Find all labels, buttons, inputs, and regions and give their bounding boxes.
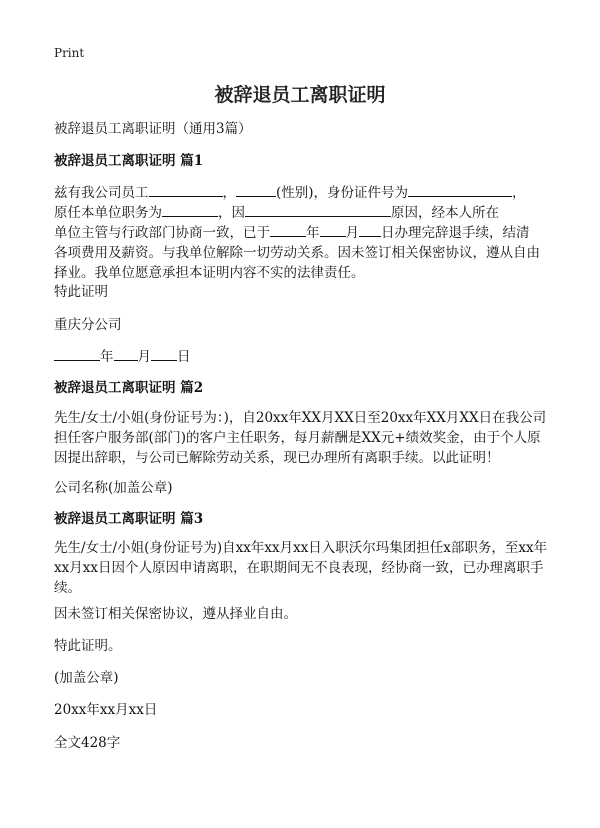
s2-line-1: 先生/女士/小姐(身份证号为：)，自20xx年XX月XX日至20xx年XX月XX日在我公司	[54, 410, 547, 426]
s2-line-2: 担任客户服务部(部门)的客户主任职务，每月薪酬是XX元+绩效奖金，由于个人原	[54, 430, 541, 446]
section-3-note: 特此证明。	[54, 638, 122, 654]
section-1-heading: 被辞退员工离职证明 篇1	[54, 153, 204, 169]
section-1-paragraph	[54, 183, 554, 283]
word-count: 全文428字	[54, 735, 121, 751]
s1-line-3: 单位主管与行政部门协商一致，已于 年 月 日办理完辞退手续，结清	[54, 225, 530, 241]
section-3-paragraph-2: 因未签订相关保密协议，遵从择业自由。	[54, 606, 297, 622]
s1-line-5: 择业。我单位愿意承担本证明内容不实的法律责任。	[54, 265, 365, 281]
print-link[interactable]: Print	[54, 46, 85, 60]
s1-line-4: 各项费用及薪资。与我单位解除一切劳动关系。因未签订相关保密协议，遵从自由	[54, 245, 540, 261]
section-1-date: 年 月 日	[54, 347, 554, 367]
s3-line-2: xx月xx日因个人原因申请离职，在职期间无不良表现，经协商一致，已办理离职手	[54, 560, 544, 576]
section-2-seal: 公司名称(加盖公章)	[54, 480, 173, 496]
section-3-paragraph	[54, 538, 554, 598]
s2-line-3: 因提出辞职，与公司已解除劳动关系，现已办理所有离职手续。以此证明！	[54, 450, 500, 466]
document-title: 被辞退员工离职证明	[214, 84, 386, 106]
section-3-heading: 被辞退员工离职证明 篇3	[54, 511, 204, 527]
s3-line-1: 先生/女士/小姐(身份证号为)自xx年xx月xx日入职沃尔玛集团担任x部职务，至xx年	[54, 540, 548, 556]
s3-line-3: 续。	[54, 580, 81, 596]
section-1-company: 重庆分公司	[54, 317, 122, 333]
s1-line-2: 原任本单位职务为 ，因 原因，经本人所在	[54, 205, 499, 221]
s1-line-1: 兹有我公司员工 ， (性别)，身份证件号为 ，	[54, 185, 526, 201]
section-2-paragraph	[54, 408, 554, 468]
section-2-heading: 被辞退员工离职证明 篇2	[54, 380, 204, 396]
section-3-seal: (加盖公章)	[54, 670, 119, 686]
section-3-date: 20xx年xx月xx日	[54, 702, 158, 718]
section-1-note: 特此证明	[54, 284, 108, 300]
document-subtitle: 被辞退员工离职证明（通用3篇）	[54, 121, 252, 137]
